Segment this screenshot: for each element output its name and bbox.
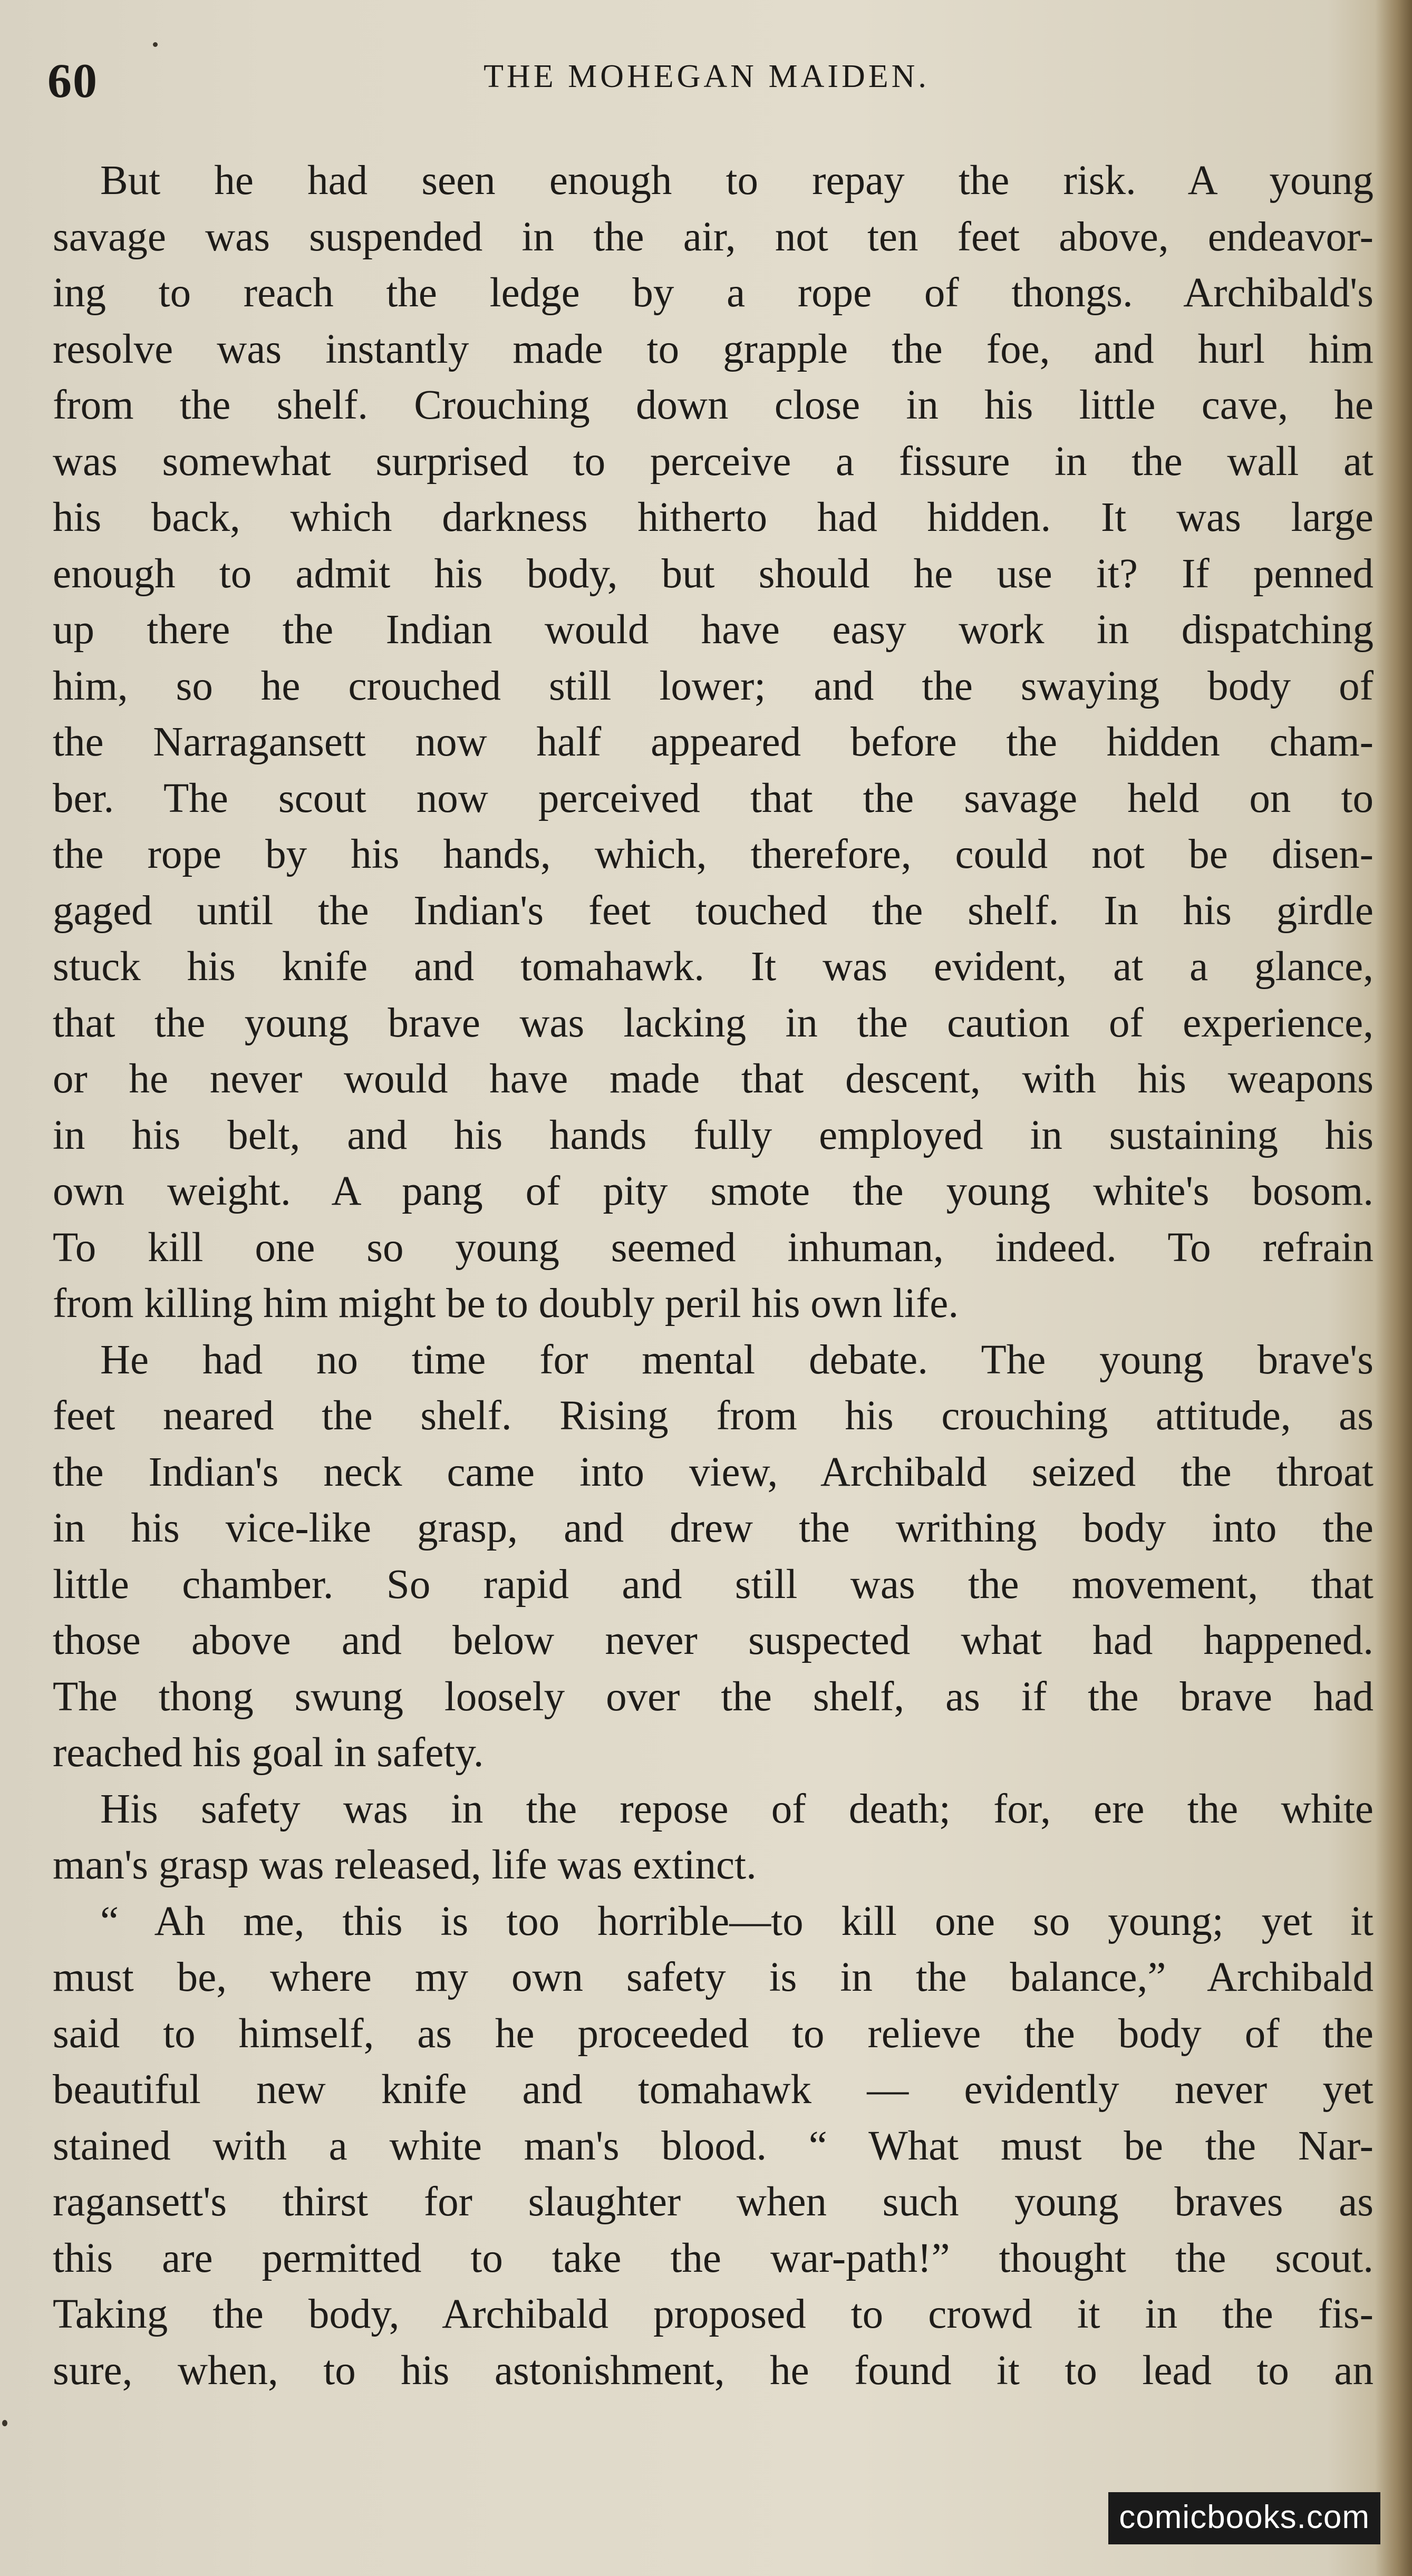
text-line: from killing him might be to doubly peril his own life. [53,1281,959,1326]
page-header [42,47,1371,116]
text-line: savage was suspended in the air, not ten feet above, endeavor- [53,214,1374,260]
text-line: the rope by his hands, which, therefore, could not be disen- [53,831,1374,877]
text-line: from the shelf. Crouching down close in his little cave, he [53,382,1374,428]
text-line: ragansett's thirst for slaughter when such young braves as [53,2179,1374,2225]
text-line: feet neared the shelf. Rising from his crouching attitude, as [53,1393,1374,1439]
text-line: the Indian's neck came into view, Archibald seized the throat [53,1449,1374,1495]
text-line: was somewhat surprised to perceive a fissure in the wall at [53,438,1374,485]
text-line: reached his goal in safety. [53,1730,484,1776]
text-line: in his belt, and his hands fully employed in sustaining his [53,1112,1374,1158]
text-line: Taking the body, Archibald proposed to crowd it in the fis- [53,2291,1374,2337]
text-line: little chamber. So rapid and still was the movement, that [53,1561,1374,1607]
text-line: His safety was in the repose of death; for, ere the white [100,1786,1374,1832]
text-line: beautiful new knife and tomahawk — evidently never yet [53,2067,1374,2113]
text-line: resolve was instantly made to grapple the foe, and hurl him [53,326,1374,372]
text-line: To kill one so young seemed inhuman, indeed. To refrain [53,1224,1374,1271]
text-line: sure, when, to his astonishment, he found it to lead to an [53,2347,1374,2394]
text-line: the Narragansett now half appeared before the hidden cham- [53,719,1374,765]
ink-speck [2,2420,7,2426]
running-head: THE MOHEGAN MAIDEN. [483,59,930,94]
text-line: man's grasp was released, life was extinct. [53,1842,757,1888]
text-line: ber. The scout now perceived that the savage held on to [53,775,1374,821]
text-line: The thong swung loosely over the shelf, as if the brave had [53,1673,1374,1720]
text-line: his back, which darkness hitherto had hidden. It was large [53,495,1374,540]
text-line: those above and below never suspected what had happened. [53,1618,1374,1663]
text-line: him, so he crouched still lower; and the swaying body of [53,663,1374,709]
ink-speck [153,42,158,47]
text-line: that the young brave was lacking in the caution of experience, [53,1000,1374,1046]
spine-shadow [1375,0,1412,2576]
text-line: in his vice-like grasp, and drew the writhing body into the [53,1505,1374,1551]
text-line: own weight. A pang of pity smote the young white's bosom. [53,1168,1374,1214]
text-line: stained with a white man's blood. “ What must be the Nar- [53,2123,1374,2169]
text-line: must be, where my own safety is in the balance,” Archibald [53,1954,1374,2000]
text-line: this are permitted to take the war-path!” thought the scout. [53,2235,1374,2281]
watermark-badge: comicbooks.com [1108,2492,1380,2544]
text-line: enough to admit his body, but should he use it? If penned [53,550,1374,597]
body-text [53,153,1374,2399]
text-line: But he had seen enough to repay the risk. A young [100,158,1374,204]
text-line: He had no time for mental debate. The young brave's [100,1337,1374,1383]
text-line: said to himself, as he proceeded to relieve the body of the [53,2010,1374,2057]
text-line: stuck his knife and tomahawk. It was evident, at a glance, [53,944,1374,990]
text-line: “ Ah me, this is too horrible—to kill one so young; yet it [100,1898,1374,1944]
text-line: or he never would have made that descent, with his weapons [53,1056,1374,1102]
text-line: up there the Indian would have easy work in dispatching [53,607,1374,653]
text-line: gaged until the Indian's feet touched the shelf. In his girdle [53,887,1374,934]
text-line: ing to reach the ledge by a rope of thongs. Archibald's [53,270,1374,316]
page-number: 60 [47,54,98,108]
